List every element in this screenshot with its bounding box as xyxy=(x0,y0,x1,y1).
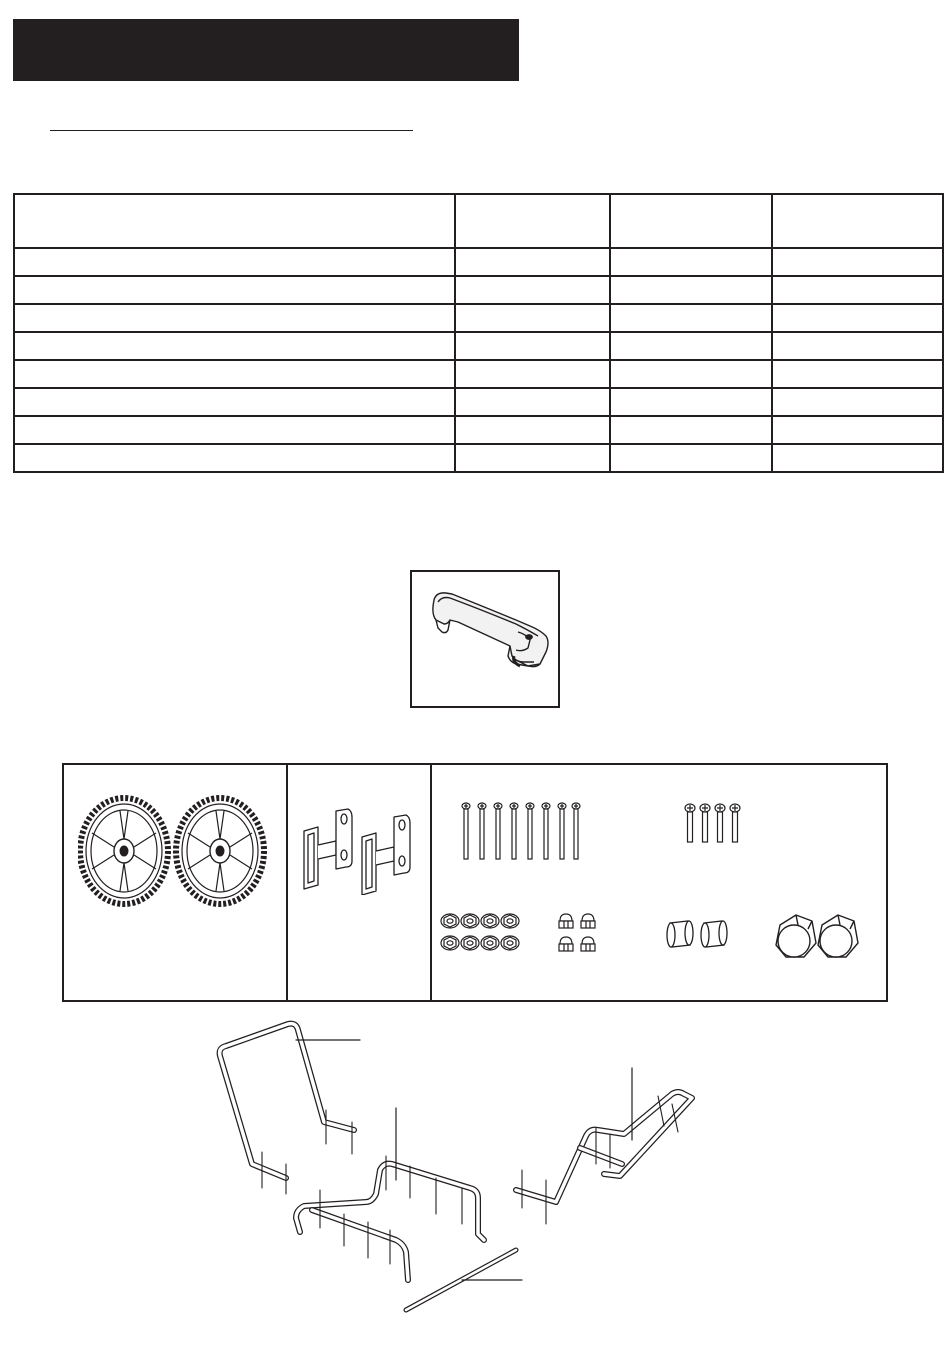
table-cell xyxy=(772,416,943,444)
table-row xyxy=(14,248,943,276)
table-cell xyxy=(14,276,455,304)
section-title-rule xyxy=(50,130,413,131)
table-cell xyxy=(14,388,455,416)
kit-divider xyxy=(430,765,432,1000)
table-header-cell xyxy=(610,194,772,248)
table-cell xyxy=(772,388,943,416)
table-cell xyxy=(610,444,772,472)
handle-figure-box xyxy=(410,570,560,708)
table-cell xyxy=(455,416,610,444)
parts-table xyxy=(13,193,944,473)
table-cell xyxy=(772,248,943,276)
table-cell xyxy=(14,416,455,444)
wheel-cap-icon xyxy=(770,909,866,963)
table-row xyxy=(14,416,943,444)
hardware-kit-box xyxy=(62,763,888,1002)
frame-rail-icon xyxy=(516,1068,692,1224)
cap-nut-icon xyxy=(556,911,600,957)
table-cell xyxy=(14,304,455,332)
table-cell xyxy=(772,276,943,304)
table-cell xyxy=(772,444,943,472)
frame-rail-icon xyxy=(296,1108,484,1280)
table-cell xyxy=(455,444,610,472)
carry-handle-icon xyxy=(412,572,558,706)
table-cell xyxy=(455,332,610,360)
table-cell xyxy=(610,360,772,388)
table-cell xyxy=(455,360,610,388)
table-cell xyxy=(610,416,772,444)
table-cell xyxy=(455,276,610,304)
flange-nut-icon xyxy=(440,911,524,955)
table-header-cell xyxy=(14,194,455,248)
table-cell xyxy=(14,332,455,360)
table-row xyxy=(14,304,943,332)
table-cell xyxy=(610,248,772,276)
table-header-row xyxy=(14,194,943,248)
wheel-icon xyxy=(78,795,274,907)
mounting-bracket-icon xyxy=(296,805,422,895)
kit-divider xyxy=(286,765,288,1000)
table-cell xyxy=(772,304,943,332)
table-header-cell xyxy=(455,194,610,248)
axle-rod-icon xyxy=(406,1250,522,1310)
table-header-cell xyxy=(772,194,943,248)
table-row xyxy=(14,276,943,304)
header-bar xyxy=(13,19,519,81)
table-row xyxy=(14,388,943,416)
table-row xyxy=(14,360,943,388)
table-row xyxy=(14,332,943,360)
spacer-icon xyxy=(662,915,732,955)
table-cell xyxy=(455,304,610,332)
table-cell xyxy=(14,360,455,388)
short-bolt-icon xyxy=(682,803,746,845)
table-row xyxy=(14,444,943,472)
table-cell xyxy=(14,444,455,472)
long-bolt-icon xyxy=(456,801,584,863)
table-cell xyxy=(610,388,772,416)
table-cell xyxy=(610,304,772,332)
frame-assembly xyxy=(200,1018,720,1320)
table-cell xyxy=(610,276,772,304)
table-cell xyxy=(610,332,772,360)
table-cell xyxy=(772,360,943,388)
table-cell xyxy=(455,248,610,276)
frame-rail-icon xyxy=(220,1024,360,1194)
table-cell xyxy=(455,388,610,416)
table-cell xyxy=(772,332,943,360)
table-cell xyxy=(14,248,455,276)
